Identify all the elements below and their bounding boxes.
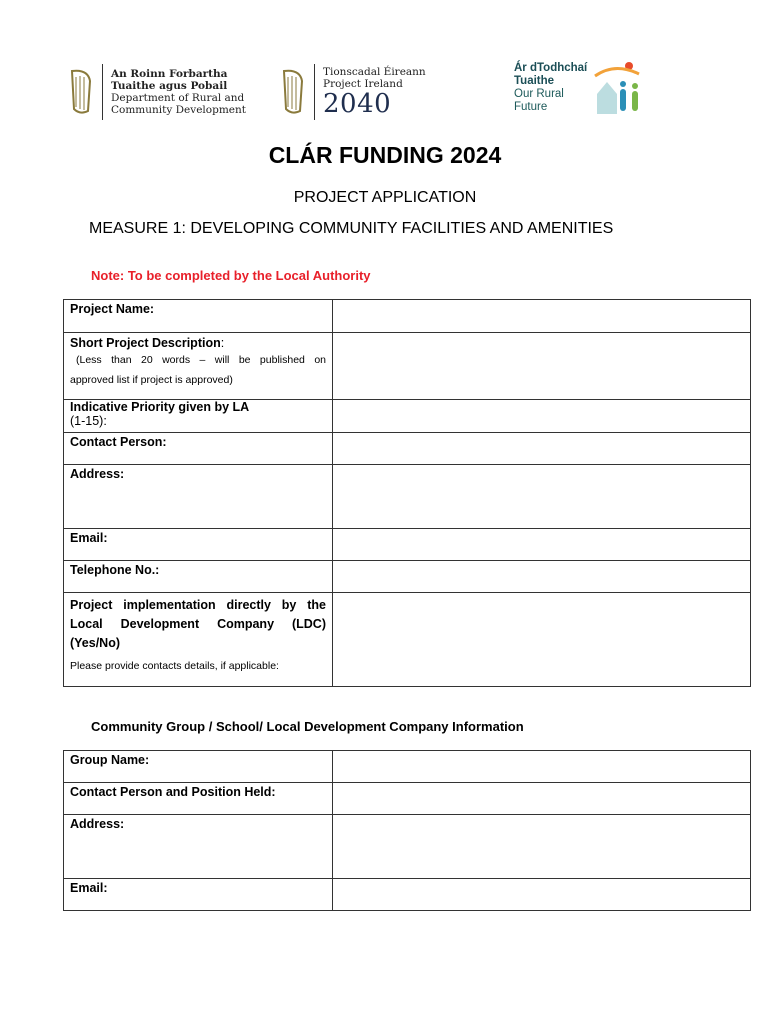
short-description-note-2: approved list if project is approved) xyxy=(70,374,233,386)
short-description-note-1: (Less than 20 words – will be published on xyxy=(76,354,326,366)
short-description-title: Short Project Description xyxy=(70,336,221,350)
email-field[interactable] xyxy=(333,529,751,561)
logo-bar xyxy=(0,60,770,130)
table-row xyxy=(64,400,751,433)
our-rural-future-logo xyxy=(514,60,643,116)
project-name-label: Project Name: xyxy=(64,300,333,333)
contact-position-field[interactable] xyxy=(333,783,751,815)
section-heading: Community Group / School/ Local Development Company Information xyxy=(91,719,524,734)
ldc-note: Please provide contacts details, if applicable: xyxy=(70,660,279,672)
ldc-label xyxy=(64,593,333,687)
telephone-field[interactable] xyxy=(333,561,751,593)
pi-year: 2040 xyxy=(323,89,392,119)
group-address-label: Address: xyxy=(64,815,333,879)
group-email-label: Email: xyxy=(64,879,333,911)
project-details-table xyxy=(63,299,751,687)
orf-line-1: Ár dTodhchaí xyxy=(514,62,588,74)
orf-line-3: Our Rural xyxy=(514,88,564,100)
pi-line-2: Project Ireland xyxy=(323,78,403,90)
short-description-label xyxy=(64,333,333,400)
table-row xyxy=(64,879,751,911)
group-name-field[interactable] xyxy=(333,751,751,783)
page-subtitle: PROJECT APPLICATION xyxy=(293,189,477,206)
telephone-label: Telephone No.: xyxy=(64,561,333,593)
ldc-question: Project implementation directly by the Local Development Company (LDC) (Yes/No) xyxy=(70,598,326,650)
contact-person-label: Contact Person: xyxy=(64,433,333,465)
priority-title: Indicative Priority given by LA xyxy=(70,400,250,414)
table-row xyxy=(64,433,751,465)
priority-field[interactable] xyxy=(333,400,751,433)
measure-heading: MEASURE 1: DEVELOPING COMMUNITY FACILITIES AND AMENITIES xyxy=(89,220,614,237)
priority-label xyxy=(64,400,333,433)
drcd-logo xyxy=(68,64,246,120)
drcd-line-3: Department of Rural and xyxy=(111,92,245,104)
drcd-line-1: An Roinn Forbartha xyxy=(111,68,228,80)
project-ireland-logo xyxy=(280,64,426,120)
drcd-line-4: Community Development xyxy=(111,104,246,116)
drcd-line-2: Tuaithe agus Pobail xyxy=(111,80,228,92)
group-name-label: Group Name: xyxy=(64,751,333,783)
contact-position-label: Contact Person and Position Held: xyxy=(64,783,333,815)
group-address-field[interactable] xyxy=(333,815,751,879)
note-text: Note: To be completed by the Local Authority xyxy=(91,268,371,283)
orf-line-2: Tuaithe xyxy=(514,75,555,87)
harp-icon xyxy=(68,67,94,117)
table-row xyxy=(64,465,751,529)
table-row xyxy=(64,593,751,687)
ldc-field[interactable] xyxy=(333,593,751,687)
short-description-colon: : xyxy=(220,336,225,350)
contact-person-field[interactable] xyxy=(333,433,751,465)
orf-line-4: Future xyxy=(514,101,548,113)
rural-people-icon xyxy=(593,60,643,116)
table-row xyxy=(64,751,751,783)
priority-range: (1-15): xyxy=(70,414,107,428)
community-group-table xyxy=(63,750,751,911)
table-row xyxy=(64,300,751,333)
harp-icon xyxy=(280,67,306,117)
project-name-field[interactable] xyxy=(333,300,751,333)
short-description-field[interactable] xyxy=(333,333,751,400)
table-row xyxy=(64,333,751,400)
pi-line-1: Tionscadal Éireann xyxy=(323,66,426,78)
group-email-field[interactable] xyxy=(333,879,751,911)
table-row xyxy=(64,783,751,815)
table-row xyxy=(64,815,751,879)
email-label: Email: xyxy=(64,529,333,561)
page-title: CLÁR FUNDING 2024 xyxy=(268,142,502,168)
address-label: Address: xyxy=(64,465,333,529)
table-row xyxy=(64,561,751,593)
address-field[interactable] xyxy=(333,465,751,529)
table-row xyxy=(64,529,751,561)
